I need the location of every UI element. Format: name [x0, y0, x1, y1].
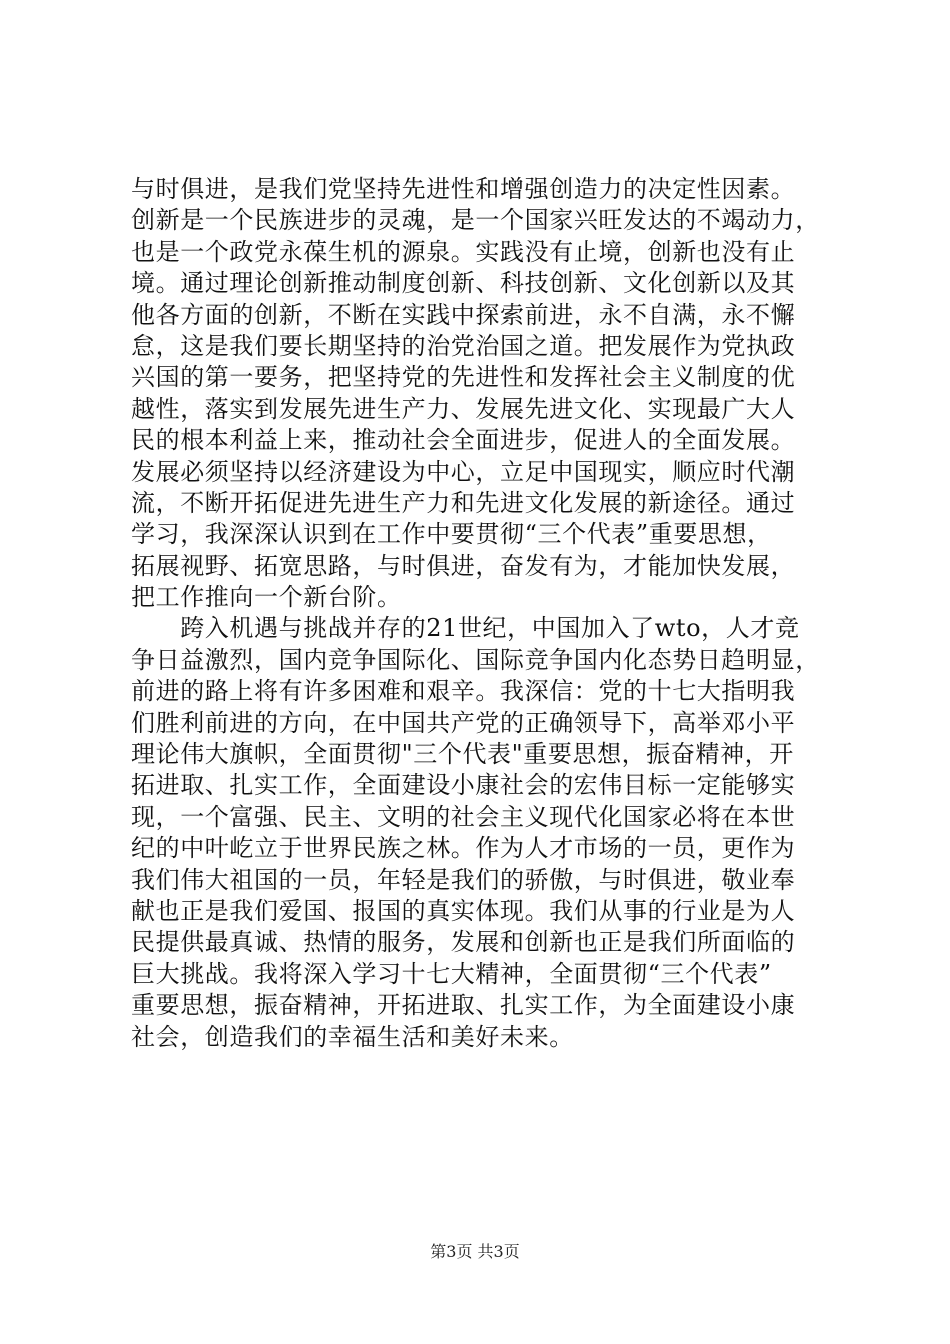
text-line: 献也正是我们爱国、报国的真实体现。我们从事的行业是为人 [131, 896, 796, 925]
text-line: 创新是一个民族进步的灵魂，是一个国家兴旺发达的不竭动力， [131, 206, 820, 235]
text-line: 流，不断开拓促进先进生产力和先进文化发展的新途径。通过 [131, 488, 796, 517]
text-line: 纪的中叶屹立于世界民族之林。作为人才市场的一员，更作为 [131, 834, 796, 863]
body-text [131, 174, 831, 1053]
text-line: 怠，这是我们要长期坚持的治党治国之道。把发展作为党执政 [131, 331, 796, 360]
text-line: 拓进取、扎实工作，全面建设小康社会的宏伟目标一定能够实 [131, 771, 796, 800]
text-line: 境。通过理论创新推动制度创新、科技创新、文化创新以及其 [131, 269, 796, 298]
text-line: 跨入机遇与挑战并存的21世纪，中国加入了wto，人才竞 [131, 614, 800, 643]
text-line: 社会，创造我们的幸福生活和美好未来。 [131, 1022, 574, 1051]
text-line: 民的根本利益上来，推动社会全面进步，促进人的全面发展。 [131, 426, 796, 455]
text-line: 他各方面的创新，不断在实践中探索前进，永不自满，永不懈 [131, 300, 796, 329]
text-line: 兴国的第一要务，把坚持党的先进性和发挥社会主义制度的优 [131, 363, 796, 392]
text-line: 争日益激烈，国内竞争国际化、国际竞争国内化态势日趋明显， [131, 645, 820, 674]
text-line: 学习，我深深认识到在工作中要贯彻“三个代表”重要思想， [131, 520, 772, 549]
page-footer: 第3页 共3页 [430, 1242, 520, 1261]
text-line: 越性，落实到发展先进生产力、发展先进文化、实现最广大人 [131, 394, 796, 423]
text-line: 发展必须坚持以经济建设为中心，立足中国现实，顺应时代潮 [131, 457, 796, 486]
text-line: 重要思想，振奋精神，开拓进取、扎实工作，为全面建设小康 [131, 991, 796, 1020]
text-line: 与时俱进，是我们党坚持先进性和增强创造力的决定性因素。 [131, 175, 796, 203]
text-line: 巨大挑战。我将深入学习十七大精神，全面贯彻“三个代表” [131, 959, 772, 988]
text-line: 现，一个富强、民主、文明的社会主义现代化国家必将在本世 [131, 802, 796, 831]
text-line: 们胜利前进的方向，在中国共产党的正确领导下，高举邓小平 [131, 708, 796, 737]
text-line: 民提供最真诚、热情的服务，发展和创新也正是我们所面临的 [131, 928, 796, 957]
text-line: 把工作推向一个新台阶。 [131, 583, 402, 612]
text-line: 也是一个政党永葆生机的源泉。实践没有止境，创新也没有止 [131, 237, 796, 266]
text-line: 理论伟大旗帜，全面贯彻"三个代表"重要思想，振奋精神，开 [131, 740, 794, 769]
text-line: 拓展视野、拓宽思路，与时俱进，奋发有为，才能加快发展， [131, 551, 796, 580]
text-line: 前进的路上将有许多困难和艰辛。我深信：党的十七大指明我 [131, 677, 796, 706]
text-line: 我们伟大祖国的一员，年轻是我们的骄傲，与时俱进，敬业奉 [131, 865, 796, 894]
